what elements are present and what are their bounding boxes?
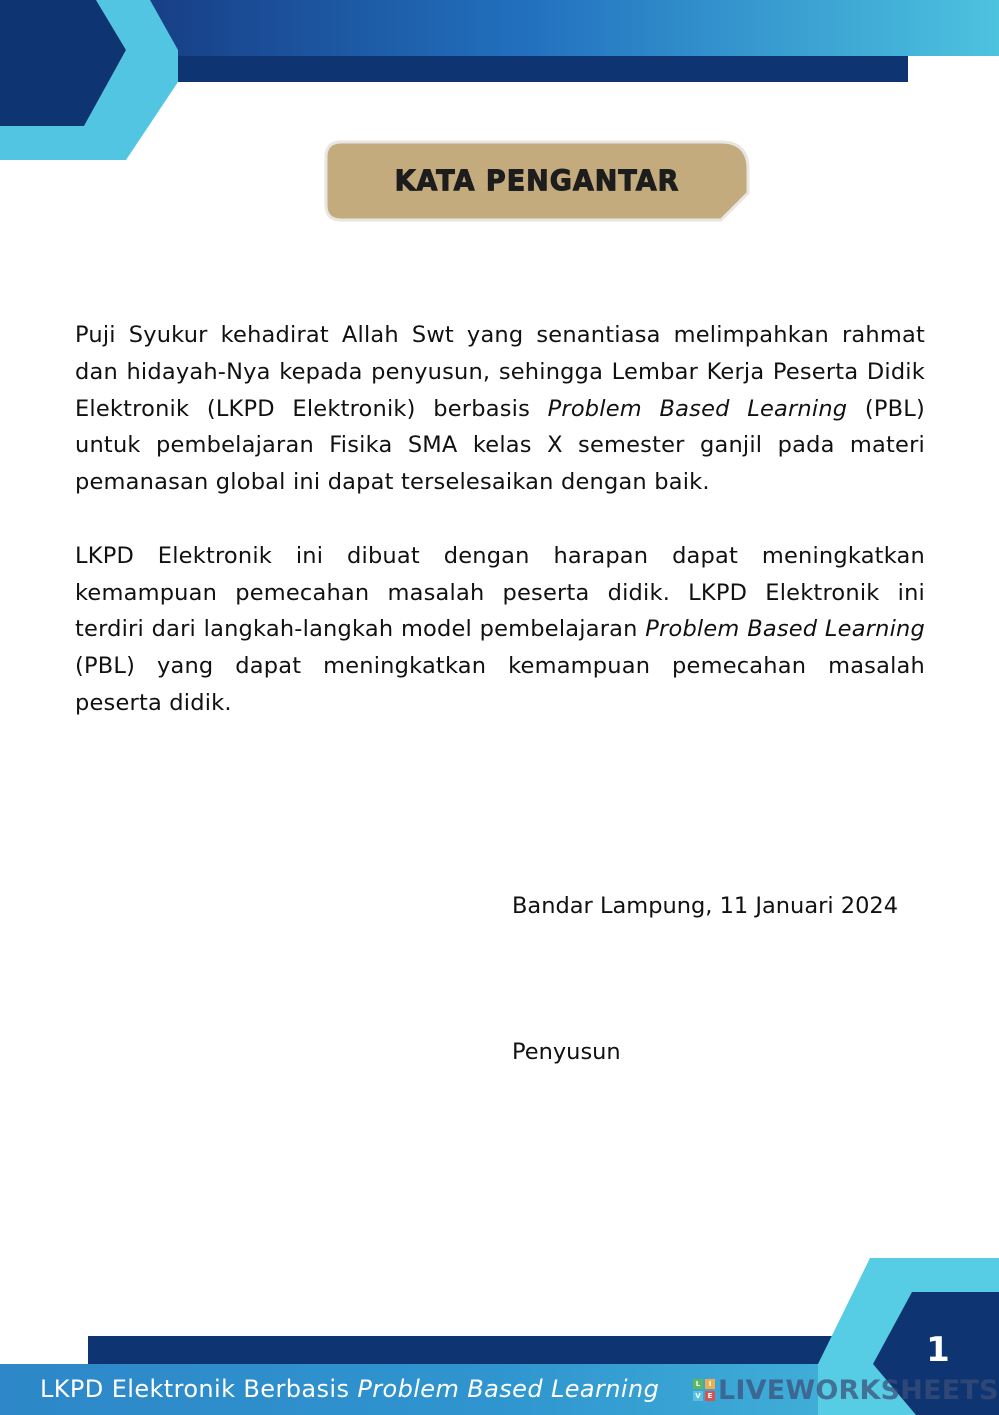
- liveworksheets-watermark[interactable]: [693, 1374, 999, 1406]
- logo-letter-v: V: [693, 1391, 703, 1401]
- title-badge: [323, 139, 751, 223]
- paragraph-1-part-3: (PBL) untuk pembelajaran Fisika SMA kelas X semester ganjil pada materi pemanasan global ini dapat terselesaikan dengan baik.: [75, 395, 926, 496]
- paragraph-2-part-1: LKPD Elektronik ini dibuat dengan harapan dapat meningkatkan kemampuan pemecahan masalah peserta didik. LKPD Elektronik ini terdiri dari langkah-langkah model pembelajaran: [75, 542, 925, 643]
- page-title: KATA PENGANTAR: [394, 164, 680, 198]
- body-content: [75, 317, 925, 759]
- logo-letter-e: E: [705, 1391, 715, 1401]
- logo-letter-l: L: [693, 1379, 703, 1389]
- watermark-text: LIVEWORKSHEETS: [718, 1374, 999, 1406]
- paragraph-2-part-2: Problem Based Learning: [645, 616, 925, 643]
- logo-letter-i: I: [705, 1379, 715, 1389]
- signer-label: Penyusun: [512, 1039, 621, 1065]
- paragraph-1-part-2: Problem Based Learning: [547, 395, 848, 422]
- page-number: 1: [926, 1330, 950, 1370]
- footer-title-italic: Problem Based Learning: [357, 1375, 660, 1403]
- footer-title: [40, 1372, 659, 1406]
- footer-title-plain: LKPD Elektronik Berbasis: [40, 1375, 358, 1403]
- paragraph-2: [75, 538, 925, 722]
- paragraph-1-part-1: Puji Syukur kehadirat Allah Swt yang senantiasa melimpahkan rahmat dan hidayah-Nya kepada penyusun, sehingga Lembar Kerja Peserta Didik Elektronik (LKPD Elektronik) berbasis: [75, 322, 925, 422]
- paragraph-1: [75, 317, 925, 501]
- liveworksheets-logo-icon: [693, 1379, 715, 1401]
- place-date: Bandar Lampung, 11 Januari 2024: [512, 893, 899, 919]
- paragraph-2-part-3: (PBL) yang dapat meningkatkan kemampuan pemecahan masalah peserta didik.: [75, 653, 925, 716]
